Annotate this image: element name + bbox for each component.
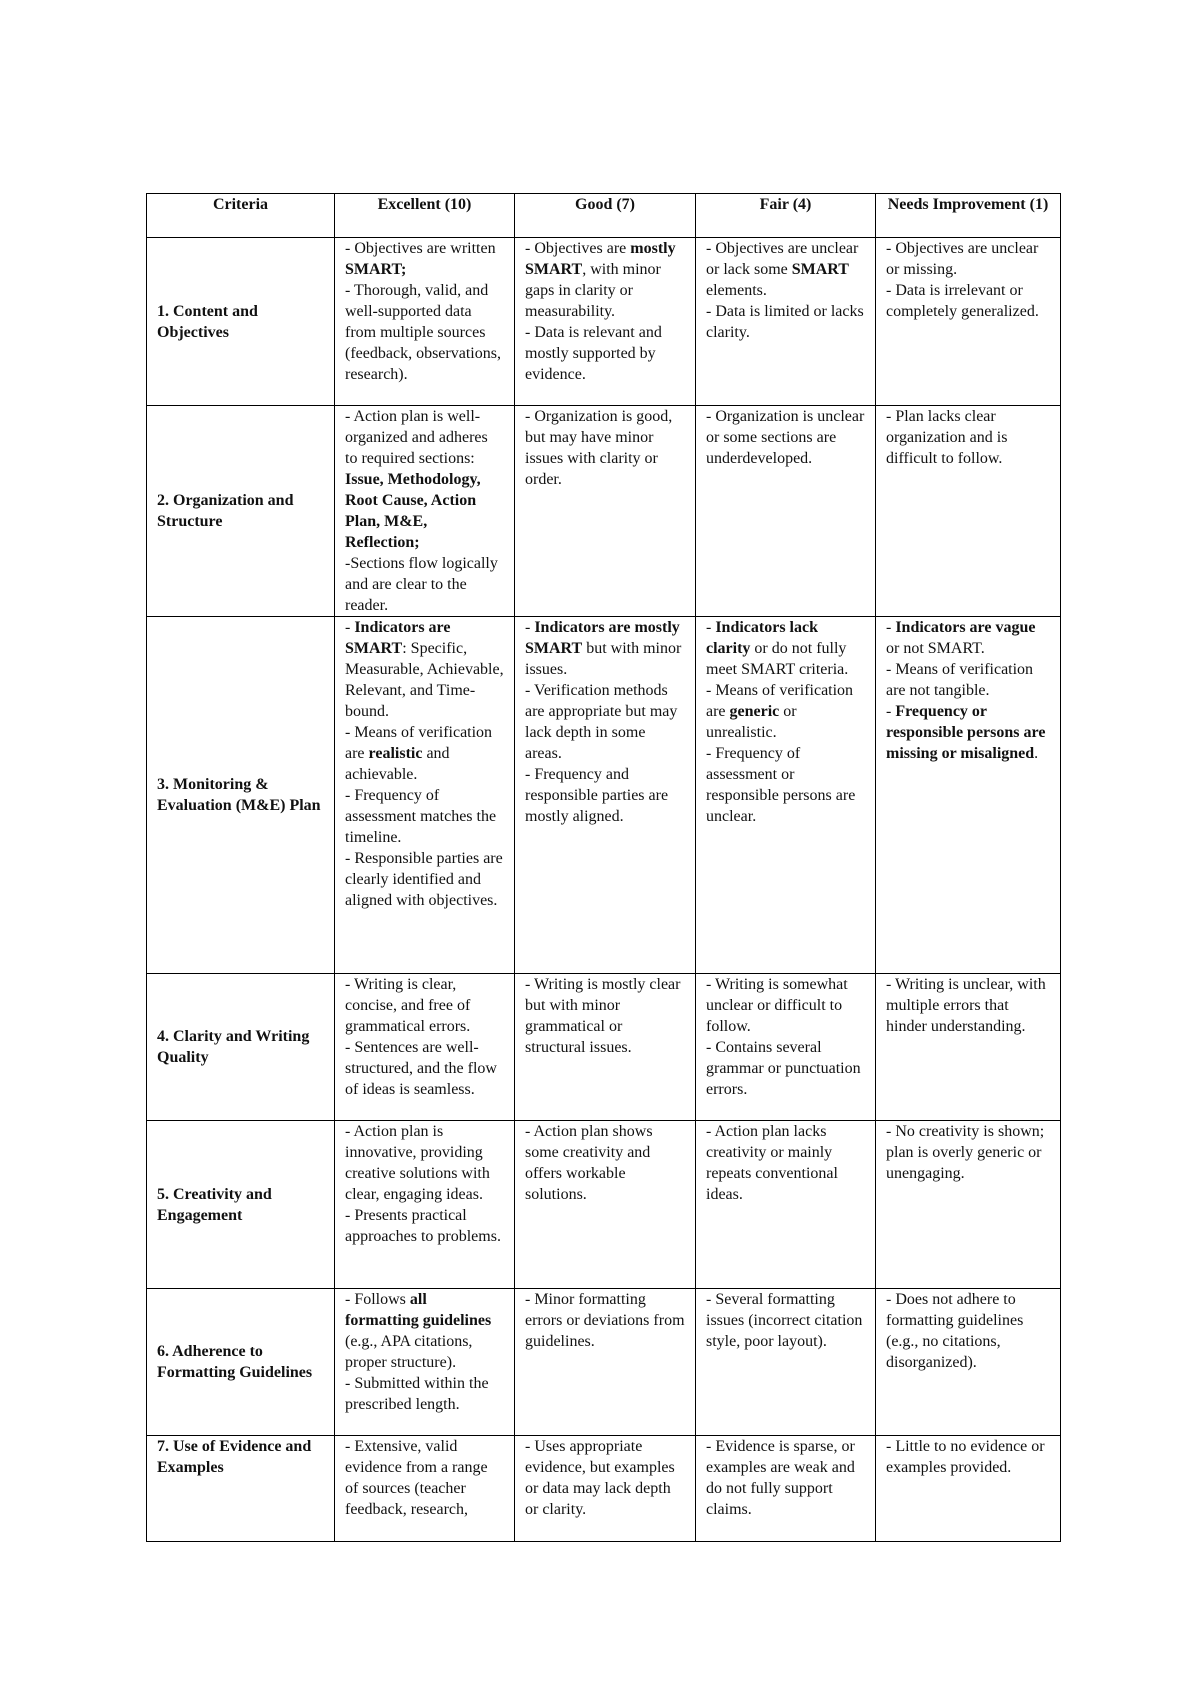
bold-emphasis: mostly SMART [525,240,676,278]
table-row [147,238,1061,406]
criteria-cell: 3. Monitoring & Evaluation (M&E) Plan [147,617,335,974]
bold-emphasis: SMART; [345,261,407,278]
rubric-table [146,193,1061,1542]
bold-emphasis: SMART [791,261,849,278]
header-criteria: Criteria [147,194,335,238]
fair-cell [696,1121,876,1289]
cell-line: - Data is limited or lacks clarity. [706,303,864,341]
good-cell [515,406,696,617]
table-row [147,974,1061,1121]
header-excellent: Excellent (10) [335,194,515,238]
cell-line: - Several formatting issues (incorrect citation style, poor layout). [706,1291,863,1350]
bold-emphasis: Indicators are SMART [345,619,451,657]
excellent-cell [335,974,515,1121]
table-row [147,406,1061,617]
header-fair: Fair (4) [696,194,876,238]
cell-line: - Writing is somewhat unclear or difficult to follow. [706,976,848,1035]
cell-line: - Frequency of assessment matches the timeline. [345,787,497,846]
table-row [147,1436,1061,1542]
table-row [147,1289,1061,1436]
excellent-cell [335,1436,515,1542]
bold-emphasis: Indicators are vague [895,619,1036,636]
needs-improvement-cell [876,1436,1061,1542]
table-row [147,1121,1061,1289]
cell-line: - Indicators lack clarity or do not fully meet SMART criteria. [706,619,849,678]
fair-cell [696,617,876,974]
cell-line: -Sections flow logically and are clear to the reader. [345,555,498,614]
cell-line: - Writing is mostly clear but with minor grammatical or structural issues. [525,976,681,1056]
cell-line: - Little to no evidence or examples provided. [886,1438,1045,1476]
cell-line: - Action plan shows some creativity and offers workable solutions. [525,1123,653,1203]
header-good: Good (7) [515,194,696,238]
needs-improvement-cell [876,406,1061,617]
cell-line: - Plan lacks clear organization and is difficult to follow. [886,408,1008,467]
cell-line: - Contains several grammar or punctuation errors. [706,1039,861,1098]
header-needs-improvement: Needs Improvement (1) [876,194,1061,238]
cell-line: - Writing is unclear, with multiple errors that hinder understanding. [886,976,1046,1035]
bold-emphasis: generic [729,703,780,720]
good-cell [515,974,696,1121]
good-cell [515,238,696,406]
good-cell [515,1289,696,1436]
cell-line: - Minor formatting errors or deviations from guidelines. [525,1291,685,1350]
cell-line: - Objectives are written SMART; [345,240,496,278]
excellent-cell [335,1289,515,1436]
fair-cell [696,406,876,617]
cell-line: - Means of verification are not tangible. [886,661,1034,699]
cell-line: - Submitted within the prescribed length. [345,1375,489,1413]
needs-improvement-cell [876,974,1061,1121]
cell-line: - Sentences are well-structured, and the flow of ideas is seamless. [345,1039,497,1098]
good-cell [515,1121,696,1289]
header-row [147,194,1061,238]
needs-improvement-cell [876,1121,1061,1289]
cell-line: - Evidence is sparse, or examples are weak and do not fully support claims. [706,1438,855,1518]
criteria-cell: 5. Creativity and Engagement [147,1121,335,1289]
criteria-cell: 2. Organization and Structure [147,406,335,617]
cell-line: - Organization is good, but may have minor issues with clarity or order. [525,408,673,488]
cell-line: - Uses appropriate evidence, but examples or data may lack depth or clarity. [525,1438,675,1518]
cell-line: - Action plan is well-organized and adheres to required sections: Issue, Methodology, Root Cause, Action Plan, M&E, Reflection; [345,408,488,551]
bold-emphasis: Indicators lack clarity [706,619,818,657]
fair-cell [696,1289,876,1436]
table-row [147,617,1061,974]
good-cell [515,1436,696,1542]
cell-line: - Responsible parties are clearly identified and aligned with objectives. [345,850,503,909]
cell-line: - Means of verification are generic or unrealistic. [706,682,854,741]
needs-improvement-cell [876,1289,1061,1436]
cell-line: - Writing is clear, concise, and free of grammatical errors. [345,976,471,1035]
criteria-cell: 4. Clarity and Writing Quality [147,974,335,1121]
cell-line: - Means of verification are realistic and achievable. [345,724,493,783]
cell-line: - Frequency or responsible persons are missing or misaligned. [886,703,1046,762]
cell-line: - Action plan is innovative, providing creative solutions with clear, engaging ideas. [345,1123,490,1203]
cell-line: - Frequency and responsible parties are mostly aligned. [525,766,669,825]
cell-line: - No creativity is shown; plan is overly generic or unengaging. [886,1123,1045,1182]
excellent-cell [335,617,515,974]
criteria-cell: 6. Adherence to Formatting Guidelines [147,1289,335,1436]
cell-line: - Does not adhere to formatting guidelines (e.g., no citations, disorganized). [886,1291,1024,1371]
cell-line: - Verification methods are appropriate but may lack depth in some areas. [525,682,678,762]
bold-emphasis: Indicators are mostly SMART [525,619,680,657]
cell-line: - Indicators are SMART: Specific, Measurable, Achievable, Relevant, and Time-bound. [345,619,504,720]
cell-line: - Objectives are unclear or missing. [886,240,1039,278]
criteria-cell: 7. Use of Evidence and Examples [147,1436,335,1542]
criteria-cell: 1. Content and Objectives [147,238,335,406]
cell-line: - Objectives are unclear or lack some SMART elements. [706,240,859,299]
excellent-cell [335,406,515,617]
fair-cell [696,1436,876,1542]
cell-line: - Indicators are vague or not SMART. [886,619,1036,657]
cell-line: - Indicators are mostly SMART but with minor issues. [525,619,682,678]
good-cell [515,617,696,974]
cell-line: - Frequency of assessment or responsible persons are unclear. [706,745,856,825]
excellent-cell [335,238,515,406]
cell-line: - Follows all formatting guidelines (e.g., APA citations, proper structure). [345,1291,492,1371]
cell-line: - Data is relevant and mostly supported by evidence. [525,324,662,383]
cell-line: - Organization is unclear or some sections are underdeveloped. [706,408,865,467]
bold-emphasis: Issue, Methodology, Root Cause, Action Plan, M&E, Reflection; [345,471,481,551]
cell-line: - Action plan lacks creativity or mainly repeats conventional ideas. [706,1123,838,1203]
bold-emphasis: Frequency or responsible persons are missing or misaligned [886,703,1046,762]
excellent-cell [335,1121,515,1289]
bold-emphasis: all formatting guidelines [345,1291,492,1329]
cell-line: - Extensive, valid evidence from a range of sources (teacher feedback, research, [345,1438,488,1518]
fair-cell [696,238,876,406]
cell-line: - Objectives are mostly SMART, with minor gaps in clarity or measurability. [525,240,676,320]
cell-line: - Presents practical approaches to problems. [345,1207,501,1245]
bold-emphasis: realistic [368,745,423,762]
fair-cell [696,974,876,1121]
needs-improvement-cell [876,617,1061,974]
cell-line: - Thorough, valid, and well-supported data from multiple sources (feedback, observations, research). [345,282,501,383]
cell-line: - Data is irrelevant or completely generalized. [886,282,1039,320]
needs-improvement-cell [876,238,1061,406]
